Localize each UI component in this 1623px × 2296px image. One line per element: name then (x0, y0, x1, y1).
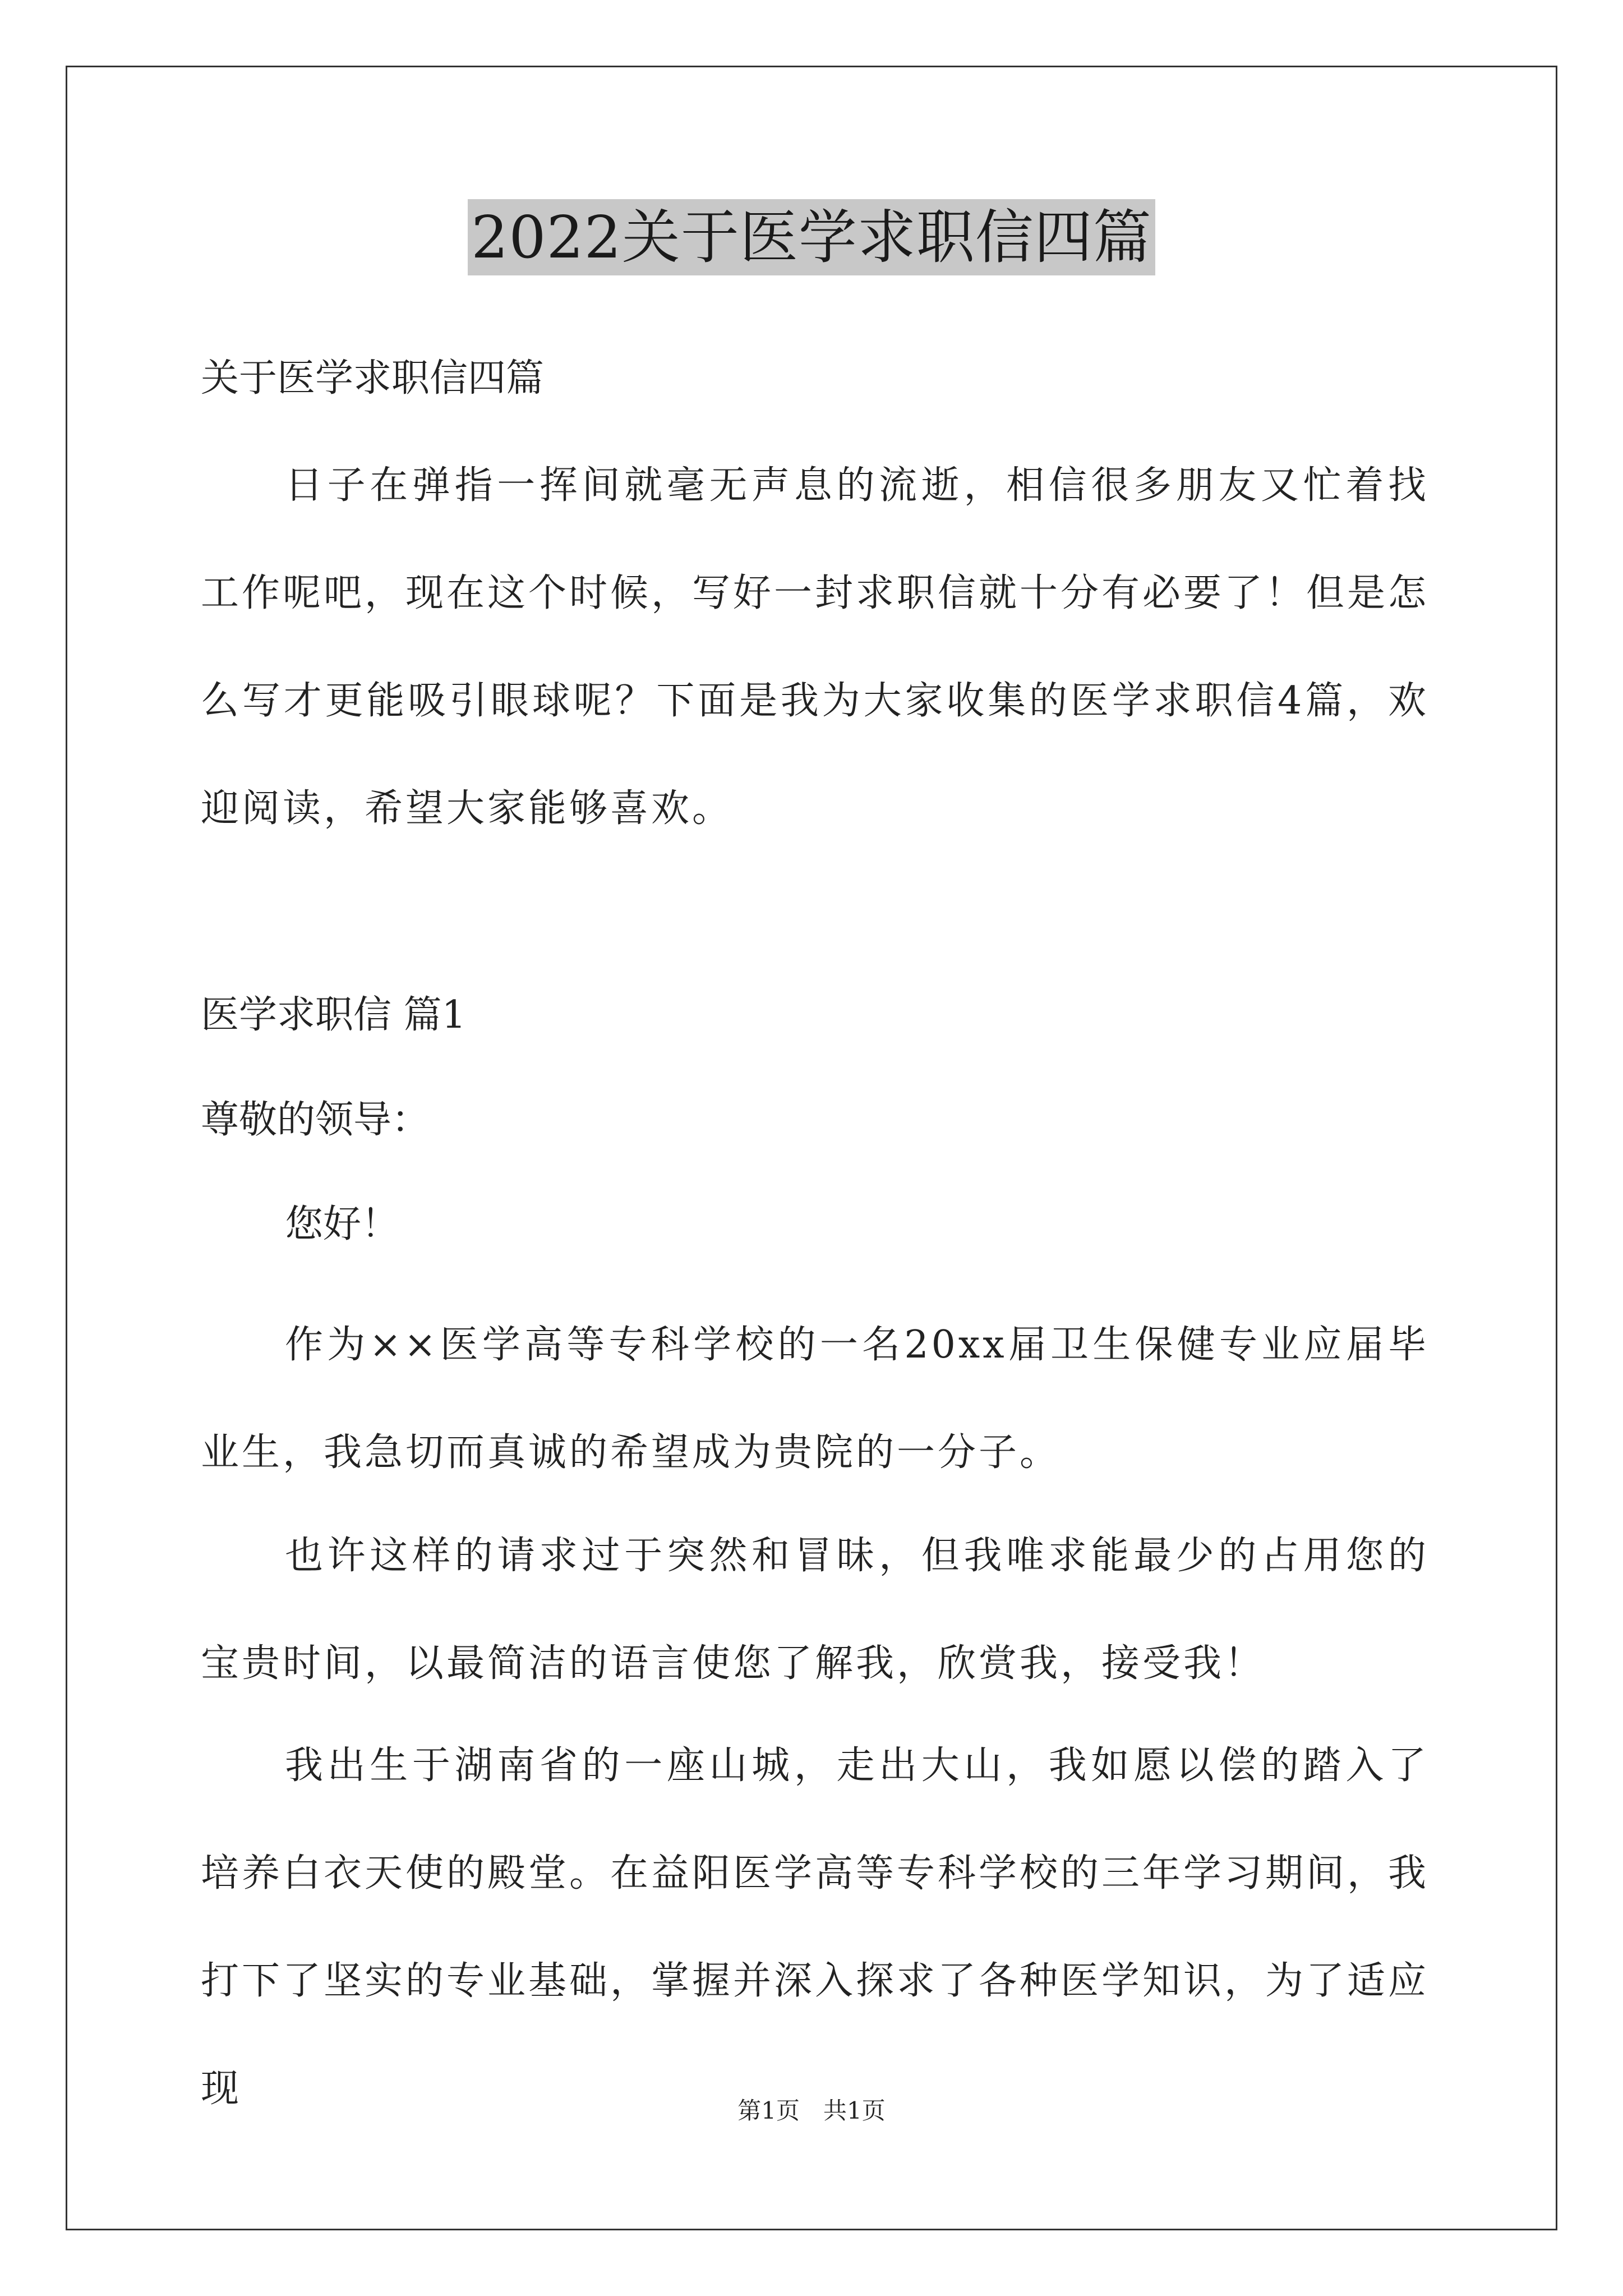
document-subtitle: 关于医学求职信四篇 (201, 356, 545, 401)
body-paragraph-2: 也许这样的请求过于突然和冒昧，但我唯求能最少的占用您的宝贵时间，以最简洁的语言使您了解我，欣赏我，接受我！ (201, 1534, 1429, 1686)
intro-paragraph: 日子在弹指一挥间就毫无声息的流逝，相信很多朋友又忙着找工作呢吧，现在这个时候，写好一封求职信就十分有必要了！但是怎么写才更能吸引眼球呢？下面是我为大家收集的医学求职信4篇，欢迎阅读，希望大家能够喜欢。 (201, 463, 1430, 831)
salutation: 尊敬的领导： (201, 1098, 430, 1142)
section-heading: 医学求职信 篇1 (201, 993, 466, 1037)
greeting: 您好！ (285, 1202, 400, 1246)
title-container (0, 199, 1623, 275)
page-footer: 第1页 共1页 (737, 2097, 886, 2124)
body-paragraph-1: 作为××医学高等专科学校的一名20xx届卫生保健专业应届毕业生，我急切而真诚的希望成为贵院的一分子。 (201, 1323, 1429, 1475)
document-title: 2022关于医学求职信四篇 (468, 199, 1155, 275)
body-paragraph-3: 我出生于湖南省的一座山城，走出大山，我如愿以偿的踏入了培养白衣天使的殿堂。在益阳医学高等专科学校的三年学习期间，我打下了坚实的专业基础，掌握并深入探求了各种医学知识，为了适应现 (201, 1743, 1430, 2111)
